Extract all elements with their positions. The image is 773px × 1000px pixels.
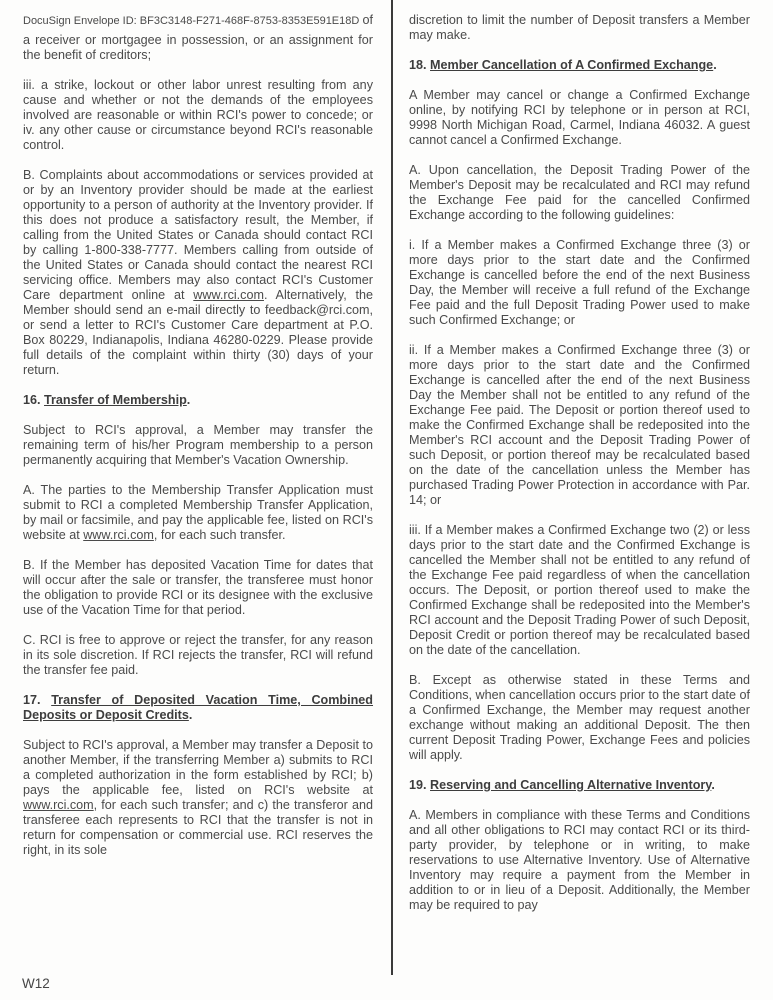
- page-number-label: W12: [22, 976, 50, 991]
- column-divider: [391, 0, 393, 975]
- para-18-intro: [409, 88, 750, 148]
- heading-17-number: 17.: [23, 693, 52, 707]
- para-18-item-ii: [409, 343, 750, 508]
- right-column: [409, 13, 750, 928]
- docusign-envelope-id: DocuSign Envelope ID: BF3C3148-F271-468F-8753-8353E591E18D: [23, 15, 360, 27]
- para-18-item-i-text: i. If a Member makes a Confirmed Exchange three (3) or more days prior to the start date and the Confirmed Exchange is cancelled before the end of the next Business Day, the Member will receive a full refund of the Exchange Fee paid and the full Deposit Trading Power used to make such Confirmed Exchange; or: [409, 238, 750, 327]
- para-receiver-text: a receiver or mortgagee in possession, or an assignment for the benefit of creditors;: [23, 33, 373, 62]
- para-16b-text: B. If the Member has deposited Vacation Time for dates that will occur after the sale or transfer, the transferee must honor the obligation to provide RCI or its designee with the exclusive use of the Vacation Time for that period.: [23, 558, 373, 617]
- para-18b: [409, 673, 750, 763]
- para-strike-text: iii. a strike, lockout or other labor unrest resulting from any cause and whether or not the demands of the employees involved are reasonable or within RCI's power to concede; or iv. any other cause or circumstance beyond RCI's reasonable control.: [23, 78, 373, 152]
- docusign-header: [23, 13, 373, 29]
- para-16-intro-text: Subject to RCI's approval, a Member may transfer the remaining term of his/her Program membership to a person permanently acquiring that Member's Vacation Ownership.: [23, 423, 373, 467]
- para-19a: [409, 808, 750, 913]
- para-16c: [23, 633, 373, 678]
- heading-19-period: .: [711, 778, 715, 792]
- para-16c-text: C. RCI is free to approve or reject the transfer, for any reason in its sole discretion. If RCI rejects the transfer, RCI will refund the transfer fee paid.: [23, 633, 373, 677]
- para-complaints: [23, 168, 373, 378]
- para-18-intro-text: A Member may cancel or change a Confirmed Exchange online, by notifying RCI by telephone or in person at RCI, 9998 North Michigan Road, Carmel, Indiana 46032. A guest cannot cancel a Confirmed Exchange.: [409, 88, 750, 147]
- para-16a-text-2: , for each such transfer.: [153, 528, 286, 542]
- para-receiver: [23, 33, 373, 63]
- para-18-item-ii-text: ii. If a Member makes a Confirmed Exchange three (3) or more days prior to the start date and the Confirmed Exchange is cancelled after the end of the next Business Day the Member shall not be entitled to any refund of the Exchange Fee paid. The Deposit or portion thereof used to make the Confirmed Exchange shall be redeposited into the Member's RCI account and the Deposit Trading Power of such Deposit, or portion thereof may be recalculated based on the date of the cancellation unless the Member has purchased Trading Power Protection in accordance with Par. 14; or: [409, 343, 750, 507]
- heading-16-title: Transfer of Membership: [44, 393, 187, 407]
- para-18-item-iii-text: iii. If a Member makes a Confirmed Exchange two (2) or less days prior to the start date and the Confirmed Exchange is cancelled the Member shall not be entitled to any refund of the Exchange Fee paid regardless of when the cancellation occurs. The Deposit, or portion thereof used to make the Confirmed Exchange shall be redeposited into the Member's RCI account and the Deposit Trading Power of such Deposit, Deposit Credit or portion thereof may be recalculated based on the date of the cancellation.: [409, 523, 750, 657]
- para-16b: [23, 558, 373, 618]
- para-18-item-iii: [409, 523, 750, 658]
- para-16a: [23, 483, 373, 543]
- para-complaints-text-2: . Alternatively, the Member should send an e-mail directly to feedback@rci.com, or send a letter to RCI's Customer Care department at P.O. Box 80229, Indianapolis, Indiana 46280-0229. Please provide full details of the complaint within thirty (30) days of your return.: [23, 288, 373, 377]
- para-discretion-text: discretion to limit the number of Deposit transfers a Member may make.: [409, 13, 750, 42]
- heading-17-period: .: [188, 708, 193, 722]
- para-18a: [409, 163, 750, 223]
- rci-website-link[interactable]: www.rci.com: [83, 528, 154, 542]
- para-17-intro: [23, 738, 373, 858]
- heading-18-member-cancellation: [409, 58, 750, 73]
- heading-19-title: Reserving and Cancelling Alternative Inventory: [430, 778, 712, 792]
- para-complaints-text-1: B. Complaints about accommodations or services provided at or by an Inventory provider should be made at the earliest opportunity to a person of authority at the Inventory provider. If this does not produce a satisfactory result, the Member, if calling from the United States or Canada should contact RCI by calling 1-800-338-7777. Members calling from outside of the United States or Canada should contact the nearest RCI servicing office. Members may also contact RCI's Customer Care department online at: [23, 168, 373, 302]
- para-strike-clause: [23, 78, 373, 153]
- heading-16-transfer-of-membership: [23, 393, 373, 408]
- rci-website-link[interactable]: www.rci.com: [23, 798, 94, 812]
- para-discretion: [409, 13, 750, 43]
- heading-17-title: Transfer of Deposited Vacation Time, Combined Deposits or Deposit Credits: [23, 693, 374, 722]
- para-18b-text: B. Except as otherwise stated in these Terms and Conditions, when cancellation occurs prior to the start date of a Confirmed Exchange, the Member may request another exchange without making an additional Deposit. The then current Deposit Trading Power, Exchange Fees and policies will apply.: [409, 673, 750, 762]
- left-column: [23, 13, 373, 873]
- para-16-intro: [23, 423, 373, 468]
- heading-18-title: Member Cancellation of A Confirmed Exchange: [430, 58, 714, 72]
- para-19a-text: A. Members in compliance with these Terms and Conditions and all other obligations to RCI may contact RCI or its third-party provider, by telephone or in writing, to make reservations to use Alternative Inventory. Use of Alternative Inventory may require a payment from the Member in addition to or in lieu of a Deposit. Additionally, the Member may be required to pay: [409, 808, 750, 912]
- para-18-item-i: [409, 238, 750, 328]
- para-17-text-2: , for each such transfer; and c) the transferor and transferee each represents to RCI that the transfer is not in return for compensation or commercial use. RCI reserves the right, in its sole: [23, 798, 373, 857]
- para-18a-text: A. Upon cancellation, the Deposit Trading Power of the Member's Deposit may be recalculated and RCI may refund the Exchange Fee paid for the cancelled Confirmed Exchange according to the following guidelines:: [409, 163, 750, 222]
- heading-18-number: 18.: [409, 58, 431, 72]
- heading-18-period: .: [713, 58, 717, 72]
- rci-website-link[interactable]: www.rci.com: [193, 288, 264, 302]
- heading-17-transfer-deposited: [23, 693, 373, 723]
- heading-19-reserving-alternative: [409, 778, 750, 793]
- heading-19-number: 19.: [409, 778, 431, 792]
- para-17-text-1: Subject to RCI's approval, a Member may transfer a Deposit to another Member, if the transferring Member a) submits to RCI a completed authorization in the form established by RCI; b) pays the applicable fee, listed on RCI's website at: [23, 738, 373, 797]
- para-16a-text-1: A. The parties to the Membership Transfer Application must submit to RCI a completed Membership Transfer Application, by mail or facsimile, and pay the applicable fee, listed on RCI's website at: [23, 483, 373, 542]
- carryover-word: of: [362, 13, 373, 27]
- heading-16-period: .: [186, 393, 191, 407]
- heading-16-number: 16.: [23, 393, 45, 407]
